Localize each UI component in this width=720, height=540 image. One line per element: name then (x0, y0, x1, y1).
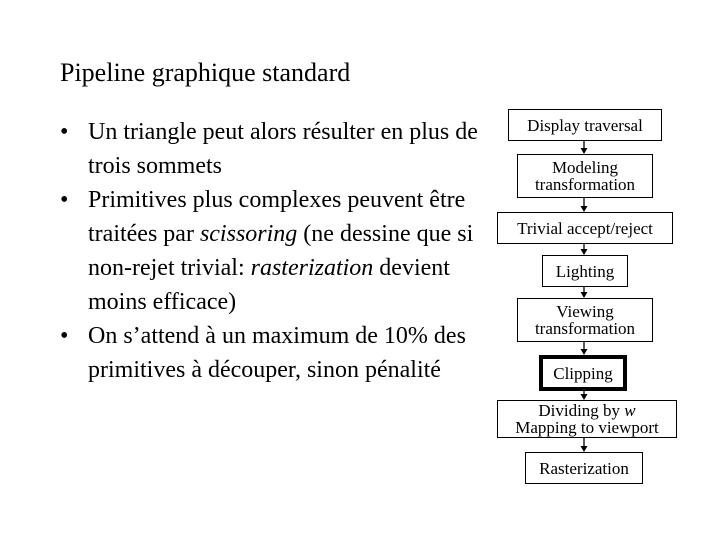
slide-title: Pipeline graphique standard (60, 58, 351, 87)
bullet-item (60, 115, 480, 183)
pipeline-stage-label: Modeling (551, 158, 619, 177)
bullet-text-italic: scissoring (199, 221, 298, 247)
bullet-item (60, 183, 480, 319)
pipeline-stage (517, 154, 653, 198)
pipeline-stage-label: Viewing (556, 302, 614, 321)
bullet-item (60, 319, 480, 387)
pipeline-stage (497, 400, 677, 438)
bullet-text-italic: rasterization (250, 255, 374, 281)
pipeline-stage-label: Rasterization (539, 458, 629, 478)
bullet-marker: • (60, 187, 69, 213)
bullet-text: On s’attend à un maximum de 10% des primitives à découper, sinon pénalité (88, 323, 466, 383)
pipeline-stage (542, 255, 628, 287)
pipeline-stage-label: Display traversal (527, 115, 643, 135)
pipeline-stage-label: Lighting (555, 261, 615, 281)
pipeline-stage (525, 452, 643, 484)
pipeline-stage-label: Clipping (553, 363, 613, 383)
pipeline-stage (539, 355, 627, 391)
pipeline-stage-label: transformation (534, 175, 636, 194)
bullet-list (60, 115, 480, 387)
pipeline-stage-label: Trivial accept/reject (517, 218, 653, 238)
bullet-text: Primitives plus complexes peuvent être traitées par (88, 187, 466, 247)
pipeline-stage (517, 298, 653, 342)
pipeline-stage (497, 212, 673, 244)
pipeline-stage-label: transformation (534, 319, 636, 338)
bullet-marker: • (60, 323, 69, 349)
pipeline-stage (508, 109, 662, 141)
bullet-text: devient moins efficace) (88, 255, 450, 315)
bullet-marker: • (60, 119, 69, 145)
bullet-text: (ne dessine que si non-rejet trivial: (88, 221, 474, 281)
pipeline-stage-label: Mapping to viewport (515, 418, 659, 437)
bullet-text: Un triangle peut alors résulter en plus de trois sommets (88, 119, 478, 179)
pipeline-stage-label: Dividing by w (538, 401, 636, 420)
